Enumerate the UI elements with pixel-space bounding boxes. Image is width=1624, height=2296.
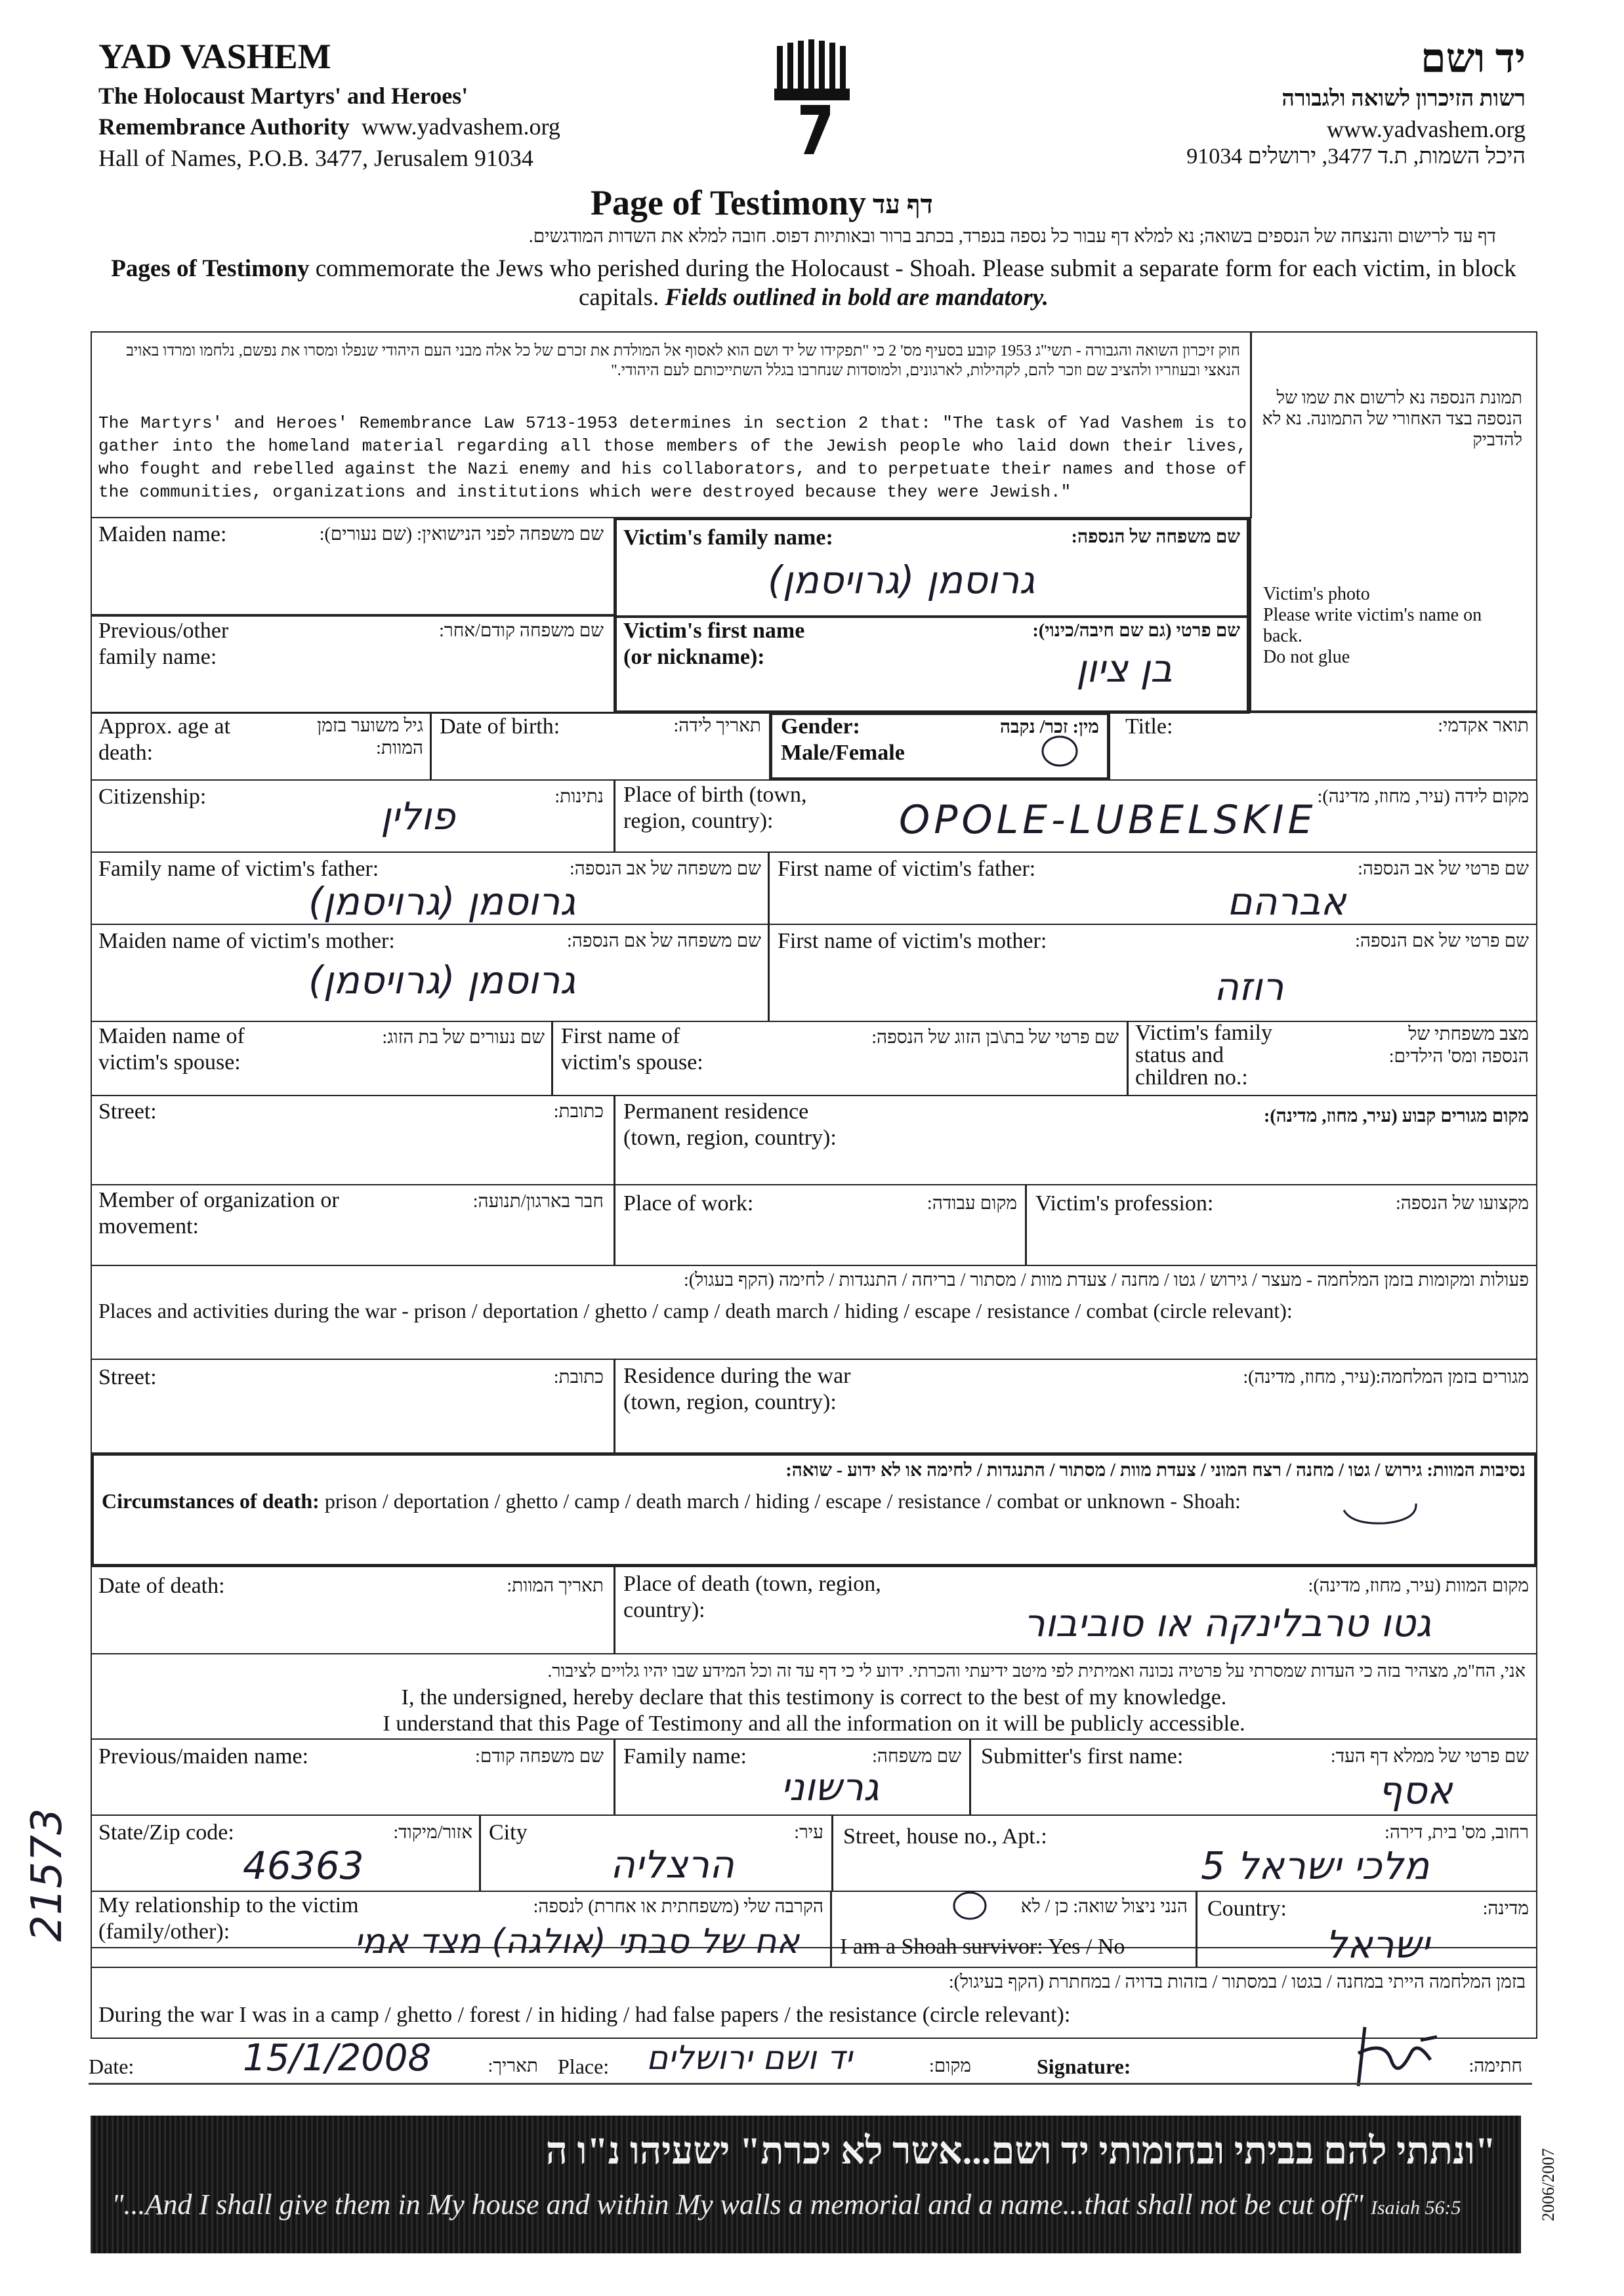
war-label-en	[623, 1363, 851, 1416]
spf-label-he: שם פרטי של בת\בן הזוג של הנספה:	[871, 1027, 1119, 1048]
footer-year: 2006/2007	[1539, 2148, 1558, 2221]
pob-label-1: Place of birth (town,	[623, 783, 807, 807]
photo-he: תמונת הנספה נא לרשום את שמו של הנספה בצד האחורי של התמונה. נא לא להדביק	[1262, 388, 1522, 449]
mother-first-value[interactable]: רוזה	[1214, 964, 1284, 1009]
spf-label-2: victim's spouse:	[561, 1050, 703, 1075]
law-he: חוק זיכרון השואה והגבורה - תשי"ג 1953 קובע בסעיף מס' 2 כי "תפקידו של יד ושם הוא לאסוף אל המולדת את זכרם של כל אלה מבני העם היהודי שנפלו ומסרו את נפשם, נלחמו ומרדו באויב הנאצי ובעוזריו ולהציב שם וזכר להם, לקהילות, לארגונים, ולמוסדות שנחרבו בגלל השתייכותם לעם היהודי."	[126, 342, 1240, 379]
sub-st-label-en: Street, house no., Apt.:	[843, 1824, 1047, 1849]
dod-label-he: תאריך המוות:	[507, 1576, 604, 1596]
gender-label-1: Gender:	[781, 714, 860, 739]
dod-label-en: Date of death:	[98, 1574, 225, 1598]
sub-fam-label-en: Family name:	[623, 1744, 747, 1769]
act-label-he: פעולות ומקומות בזמן המלחמה - מעצר / גירוש / גטו / מחנה / צעדת מוות / מסתור / בריחה / התנגדות / לחימה (הקף בעגול):	[684, 1270, 1529, 1290]
org-sub2-bold: Remembrance Authority	[98, 113, 350, 140]
prof-label-he: מקצועו של הנספה:	[1395, 1193, 1529, 1214]
circ-label-body: prison / deportation / ghetto / camp / death march / hiding / escape / resistance / combat or unknown - Shoah:	[319, 1489, 1241, 1513]
first-label-en	[623, 618, 804, 670]
fam-label-1: Victim's family	[1135, 1021, 1272, 1045]
form-title-en: Page of Testimony	[591, 183, 867, 222]
signature-label-he: חתימה:	[1468, 2056, 1522, 2076]
father-first-value[interactable]: אברהם	[1227, 879, 1346, 924]
ffam-label-he: שם משפחה של אב הנספה:	[570, 859, 761, 879]
title-label-en: Title:	[1125, 714, 1173, 739]
photo-en-2: Please write victim's name on back.	[1263, 605, 1482, 646]
perm-label-he: מקום מגורים קבוע (עיר, מחוז, מדינה):	[1264, 1106, 1529, 1126]
intro-en-mandatory: Fields outlined in bold are mandatory.	[665, 284, 1049, 311]
prev-label-1: Previous/other	[98, 619, 229, 643]
org-address-en: Hall of Names, P.O.B. 3477, Jerusalem 91034	[98, 145, 533, 171]
side-registration-number: 21573	[23, 1808, 72, 1942]
org-sub2-en	[98, 113, 560, 140]
country-label-he: מדינה:	[1482, 1898, 1529, 1919]
sub-first-label-en: Submitter's first name:	[981, 1744, 1184, 1769]
during-label-en: During the war I was in a camp / ghetto / forest / in hiding / had false papers / the resistance (circle relevant):	[98, 2003, 1071, 2027]
war-label-he: מגורים בזמן המלחמה:(עיר, מחוז, מדינה):	[1243, 1367, 1529, 1387]
work-label-en: Place of work:	[623, 1191, 754, 1216]
citizenship-value[interactable]: פולין	[381, 794, 455, 838]
gender-label-2: Male/Female	[781, 741, 905, 765]
signature-line	[89, 2083, 1532, 2085]
city-label-he: עיר:	[794, 1822, 823, 1843]
sub-first-label-he: שם פרטי של ממלא דף העד:	[1330, 1746, 1529, 1767]
rel-label-2: (family/other):	[98, 1919, 230, 1944]
street-label-en: Street:	[98, 1099, 157, 1124]
footer-verse-he: "ונתתי להם בביתי ובחומותי יד ושם...אשר לא יכרת" ישעיהו נ"ו ה	[545, 2129, 1496, 2172]
spm-label-1: Maiden name of	[98, 1024, 245, 1048]
cit-label-he: נתינות:	[554, 787, 604, 807]
war-label-1: Residence during the war	[623, 1364, 851, 1388]
prev-label-he: שם משפחה קודם/אחר:	[439, 621, 604, 641]
gender-label-en	[781, 714, 905, 766]
death-place-value[interactable]: גטו טרבלינקה או סוביבור	[1024, 1601, 1432, 1645]
fam-label-he: מצב משפחתי של הנספה ומס' הילדים:	[1388, 1024, 1529, 1067]
mother-family-value[interactable]: גרוסמן (גרויסמן)	[308, 958, 576, 1002]
first-name-value[interactable]: בן ציון	[1076, 646, 1173, 691]
mfirst-label-en: First name of victim's mother:	[778, 929, 1047, 953]
declaration-he: אני, הח"מ, מצהיר בזה כי העדות שמסרתי על פרטיה נכונה ואמיתית לפי מיטב ידיעתי והכרתי. ידוע לי כי דף עד זה וכל המידע שבו יהיו גלויים לציבור.	[547, 1661, 1526, 1681]
dob-label-he: תאריך לידה:	[673, 716, 761, 736]
place-label-he: מקום:	[929, 2056, 971, 2076]
pob-label-en	[623, 782, 807, 834]
org-label-2: movement:	[98, 1214, 199, 1239]
mfam-label-en: Maiden name of victim's mother:	[98, 929, 395, 953]
fam-label-en	[1135, 1022, 1272, 1089]
first-label-1: Victim's first name	[623, 619, 805, 643]
intro-he: דף עד לרישום והנצחה של הנספים בשואה; נא למלא דף עבור כל נספה בנפרד, בכתב ברור ובאותיות דפוס. חובה למלא את השדות המודגשים.	[528, 226, 1496, 247]
spf-label-en	[561, 1023, 703, 1076]
city-label-en: City	[489, 1820, 528, 1845]
gender-circle-mark-icon	[1040, 733, 1079, 769]
title-label-he: תואר אקדמי:	[1438, 716, 1529, 736]
date-label-he: תאריך:	[488, 2056, 538, 2076]
org-label-he: חבר בארגון/תנועה:	[472, 1191, 604, 1212]
photo-en-3: Do not glue	[1263, 647, 1350, 667]
age-label-en	[98, 714, 230, 766]
declaration-en-1: I, the undersigned, hereby declare that this testimony is correct to the best of my knowledge.	[401, 1685, 1227, 1710]
zip-label-en: State/Zip code:	[98, 1820, 234, 1845]
dob-label-en: Date of birth:	[440, 714, 560, 739]
intro-en-body: commemorate the Jews who perished during the Holocaust - Shoah. Please submit a separate form for each victim, in block capitals.	[309, 255, 1516, 311]
sub-fam-label-he: שם משפחה:	[872, 1746, 961, 1767]
cit-label-en: Citizenship:	[98, 785, 207, 809]
prev-label-2: family name:	[98, 645, 217, 669]
spm-label-he: שם נעורים של בת הזוג:	[382, 1027, 545, 1048]
declaration-en	[91, 1685, 1537, 1737]
spf-label-1: First name of	[561, 1024, 680, 1048]
act-label-en: Places and activities during the war - prison / deportation / ghetto / camp / death march / hiding / escape / resistance / combat (circle relevant):	[98, 1299, 1293, 1322]
date-label-en: Date:	[89, 2055, 135, 2078]
gender-label-he: מין: זכר/ נקבה	[999, 717, 1099, 737]
pob-label-he: מקום לידה (עיר, מחוז, מדינה):	[1317, 787, 1529, 807]
age-label-1: Approx. age at	[98, 714, 231, 739]
country-value[interactable]: ישראל	[1325, 1922, 1430, 1967]
pod-label-1: Place of death (town, region,	[623, 1572, 881, 1596]
pob-label-2: region, country):	[623, 809, 774, 833]
country-label-en: Country:	[1207, 1896, 1287, 1921]
surv-label-he: הנני ניצול שואה: כן / לא	[1020, 1896, 1188, 1917]
org-name-he: יד ושם	[1420, 37, 1526, 81]
work-label-he: מקום עבודה:	[927, 1193, 1017, 1214]
street2-label-en: Street:	[98, 1365, 157, 1389]
signature-mark-icon	[1339, 2014, 1444, 2093]
org-sub1-en: The Holocaust Martyrs' and Heroes'	[98, 83, 468, 109]
age-label-he: גיל משוער בזמן המוות:	[317, 716, 423, 758]
shoah-circle-mark-icon	[1339, 1484, 1424, 1530]
submitter-street-value[interactable]: מלכי ישראל 5	[1201, 1843, 1430, 1888]
place-value[interactable]: יד ושם ירושלים	[646, 2039, 852, 2077]
age-label-2: death:	[98, 741, 154, 765]
place-of-birth-value[interactable]: OPOLE-LUBELSKIE	[899, 797, 1317, 843]
perm-label-en	[623, 1099, 837, 1151]
zip-label-he: אזור/מיקוד:	[393, 1822, 472, 1843]
fam-label-3: children no.:	[1135, 1065, 1248, 1090]
maiden-label-he: שם משפחה לפני הנישואין: (שם נעורים):	[319, 524, 604, 544]
first-label-2: (or nickname):	[623, 645, 765, 669]
ffam-label-en: Family name of victim's father:	[98, 857, 379, 881]
father-family-value[interactable]: גרוסמן (גרויסמן)	[308, 879, 576, 924]
place-label-en: Place:	[558, 2055, 610, 2078]
photo-en-1: Victim's photo	[1263, 584, 1370, 604]
pod-label-2: country):	[623, 1598, 705, 1622]
sub-prev-label-en: Previous/maiden name:	[98, 1744, 309, 1769]
footer-verse-en	[112, 2188, 1461, 2221]
footer-ref: Isaiah 56:5	[1370, 2197, 1461, 2219]
org-label-en	[98, 1187, 339, 1240]
street2-label-he: כתובת:	[553, 1367, 604, 1387]
spm-label-2: victim's spouse:	[98, 1050, 241, 1075]
surv-label-en: I am a Shoah survivor: Yes / No	[840, 1935, 1125, 1959]
circ-label-he: נסיבות המוות: גירוש / גטו / מחנה / רצח המוני / צעדת מוות / מסתור / התנגדות / לחימה או לא ידוע - שואה:	[785, 1460, 1526, 1481]
circ-label-en	[102, 1488, 1241, 1514]
relationship-value[interactable]: אח של סבתי (אולגה) מצד אמי	[354, 1922, 800, 1961]
fam-label-2: status and	[1135, 1043, 1224, 1067]
intro-en-bold: Pages of Testimony	[111, 255, 310, 282]
pod-label-he: מקום המוות (עיר, מחוז, מדינה):	[1308, 1576, 1529, 1596]
during-label-he: בזמן המלחמה הייתי במחנה / בגטו / במסתור / בזהות בדויה / במחתרת (הקף בעיגול):	[948, 1972, 1526, 1992]
maiden-label-en: Maiden name:	[98, 522, 227, 546]
footer-verse-en-text: "...And I shall give them in My house and within My walls a memorial and a name...that shall not be cut off"	[112, 2188, 1364, 2221]
spm-label-en	[98, 1023, 245, 1076]
org-label-1: Member of organization or	[98, 1188, 339, 1212]
rel-label-en	[98, 1893, 359, 1945]
prev-label-en	[98, 618, 228, 670]
sub-st-label-he: רחוב, מס' בית, דירה:	[1385, 1822, 1529, 1843]
submitter-first-value[interactable]: אסף	[1378, 1768, 1453, 1813]
sub-prev-label-he: שם משפחה קודם:	[475, 1746, 604, 1767]
mfirst-label-he: שם פרטי של אם הנספה:	[1355, 931, 1529, 951]
ffirst-label-he: שם פרטי של אב הנספה:	[1358, 859, 1529, 879]
perm-label-2: (town, region, country):	[623, 1126, 837, 1150]
signature-label-en: Signature:	[1037, 2055, 1131, 2078]
family-label-he: שם משפחה של הנספה:	[1071, 527, 1240, 547]
org-web-he: www.yadvashem.org	[1327, 116, 1526, 142]
yad-vashem-logo-icon	[768, 39, 866, 171]
first-label-he: שם פרטי (גם שם חיבה/כינוי):	[1032, 621, 1240, 641]
photo-en	[1263, 584, 1526, 668]
declaration-en-2: I understand that this Page of Testimony and all the information on it will be publicly accessible.	[383, 1712, 1245, 1736]
family-name-value[interactable]: גרוסמן (גרויסמן)	[768, 558, 1035, 602]
prof-label-en: Victim's profession:	[1035, 1191, 1214, 1216]
circ-label-bold: Circumstances of death:	[102, 1489, 320, 1513]
zip-value[interactable]: 46363	[243, 1843, 364, 1888]
war-label-2: (town, region, country):	[623, 1390, 837, 1414]
rel-label-1: My relationship to the victim	[98, 1893, 359, 1917]
rel-label-he: הקרבה שלי (משפחתית או אחרת) לנספה:	[533, 1896, 823, 1917]
pod-label-en	[623, 1571, 881, 1624]
date-value[interactable]: 15/1/2008	[243, 2037, 432, 2080]
family-label-en: Victim's family name:	[623, 525, 833, 550]
law-en: The Martyrs' and Heroes' Remembrance Law 5713-1953 determines in section 2 that: "The task of Yad Vashem is to gather into the homeland material regarding all those members of the Jewish people who laid down their lives, who fought and rebelled against the Nazi enemy and his collaborators, and to perpetuate their names and those of the communities, organizations and institutions which were destroyed because they were Jewish."	[98, 413, 1247, 502]
submitter-family-value[interactable]: גרשוני	[781, 1765, 879, 1809]
street-label-he: כתובת:	[553, 1101, 604, 1122]
mfam-label-he: שם משפחה של אם הנספה:	[567, 931, 761, 951]
org-sub-he: רשות הזיכרון לשואה ולגבורה	[1281, 87, 1526, 111]
intro-en	[98, 255, 1529, 312]
city-value[interactable]: הרצליה	[610, 1842, 734, 1887]
ffirst-label-en: First name of victim's father:	[778, 857, 1036, 881]
survivor-no-circle-icon	[950, 1889, 989, 1922]
org-address-he: היכל השמות, ת.ד 3477, ירושלים 91034	[1186, 144, 1526, 169]
org-web-en: www.yadvashem.org	[361, 113, 560, 140]
org-name-en: YAD VASHEM	[98, 37, 331, 76]
form-title-he: דף עד	[873, 190, 933, 219]
perm-label-1: Permanent residence	[623, 1099, 809, 1124]
